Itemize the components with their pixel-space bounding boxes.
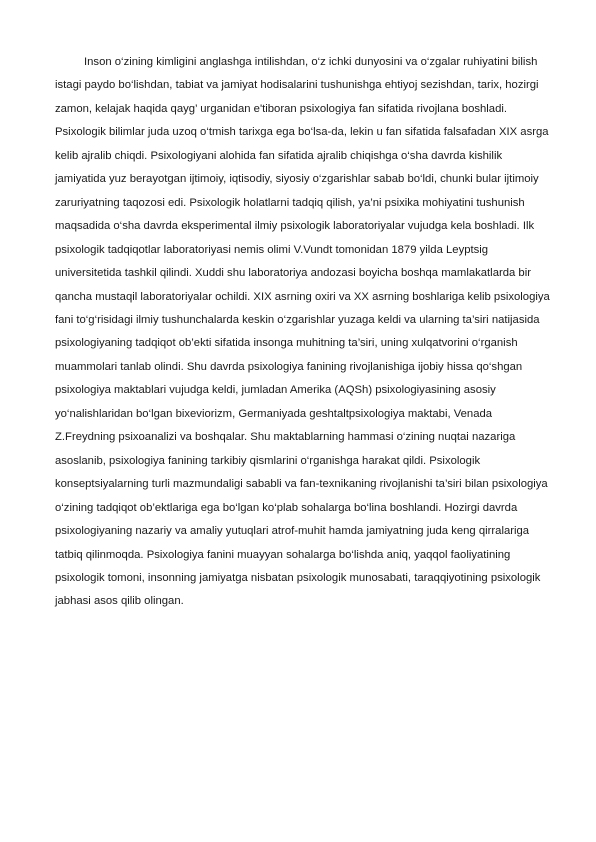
body-paragraph: Inson o‘zining kimligini anglashga intilishdan, o‘z ichki dunyosini va o‘zgalar ruhiyatini bilish istagi paydo bo‘lishdan, tabiat va jamiyat hodisalarini tushunishga ehtiyoj sezishdan, tarix, hozirgi zamon, kelajak haqida qayg’ urganidan e'tiboran psixologiya fan sifatida rivojlana boshladi. Psixologik bilimlar juda uzoq o‘tmish tarixga ega bo‘lsa-da, lekin u fan sifatida falsafadan XIX asrga kelib ajralib chiqdi. Psixologiyani alohida fan sifatida ajralib chiqishga o‘sha davrda kishilik jamiyatida yuz berayotgan ijtimoiy, iqtisodiy, siyosiy o‘zgarishlar sabab bo‘ldi, chunki bular ijtimoiy zaruriyatning taqozosi edi. Psixologik holatlarni tadqiq qilish, ya’ni psixika mohiyatini tushunish maqsadida o‘sha davrda eksperimental ilmiy psixologik laboratoriyalar vujudga kela boshladi. Ilk psixologik tadqiqotlar laboratoriyasi nemis olimi V.Vundt tomonidan 1879 yilda Leyptsig universitetida tashkil qilindi. Xuddi shu laboratoriya andozasi boyicha boshqa mamlakatlarda bir qancha mustaqil laboratoriyalar ochildi. XIX asrning oxiri va XX asrning boshlariga kelib psixologiya fani to‘g‘risidagi ilmiy tushunchalarda keskin o‘zgarishlar yuzaga keldi va ularning ta’siri natijasida psixologiyaning tadqiqot ob’ekti sifatida insonga muhitning ta’siri, uning xulqatvorini o‘rganish muammolari tanlab olindi. Shu davrda psixologiya fanining rivojlanishiga ijobiy hissa qo‘shgan psixologiya maktablari vujudga keldi, jumladan Amerika (AQSh) psixologiyasining asosiy yo‘nalishlaridan bo‘lgan bixeviorizm, Germaniyada geshtaltpsixologiya maktabi, Venada Z.Freydning psixoanalizi va boshqalar. Shu maktablarning hammasi o‘zining nuqtai nazariga asoslanib, psixologiya fanining tarkibiy qismlarini o‘rganishga harakat qildi. Psixologik konseptsiyalarning turli mazmundaligi sababli va fan-texnikaning rivojlanishi ta’siri bilan psixologiya o‘zining tadqiqot ob’ektlariga ega bo‘lgan ko‘plab sohalarga bo‘lina boshlandi. Hozirgi davrda psixologiyaning nazariy va amaliy yutuqlari atrof-muhit hamda jamiyatning juda keng qirralariga tatbiq qilinmoqda. Psixologiya fanini muayyan sohalarga bo‘lishda aniq, yaqqol faoliyatining psixologik tomoni, insonning jamiyatga nisbatan psixologik munosabati, taraqqiyotining psixologik jabhasi asos qilib olingan. — [55, 56, 550, 608]
